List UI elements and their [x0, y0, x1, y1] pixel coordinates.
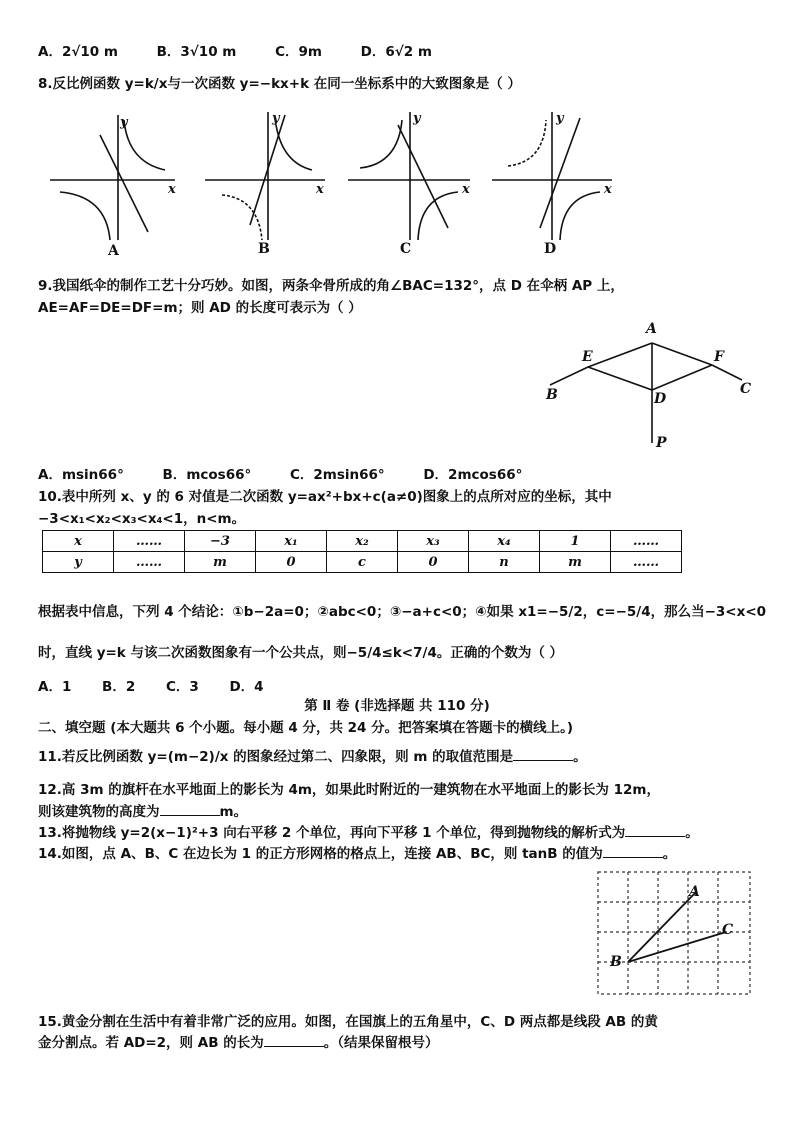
- q15-text: 金分割点。若 AD=2，则 AB 的长为: [38, 1035, 264, 1051]
- q14-point-c: C: [722, 922, 734, 938]
- q13-line: [38, 821, 699, 841]
- q8-graph-a: [50, 115, 175, 240]
- q12-end: m。: [219, 804, 248, 820]
- table-cell: ……: [611, 531, 682, 552]
- q9-point-d: D: [654, 391, 667, 407]
- q12-line2: [38, 800, 247, 820]
- q14-grid-figure: [596, 870, 754, 998]
- table-cell: m: [540, 552, 611, 573]
- table-cell: ……: [114, 531, 185, 552]
- table-cell: −3: [185, 531, 256, 552]
- q12-text: 则该建筑物的高度为: [38, 804, 160, 820]
- q8-graphs: [0, 100, 794, 260]
- q9-point-a: A: [646, 321, 657, 337]
- q9-option-d[interactable]: D．2mcos66°: [423, 467, 523, 483]
- q7-option-c[interactable]: C．9m: [275, 44, 322, 60]
- q8-graph-c: [348, 112, 470, 240]
- q7-option-d[interactable]: D．6√2 m: [360, 44, 432, 60]
- q8-d-x-label: x: [604, 182, 612, 197]
- q14-end: 。: [662, 846, 677, 862]
- q14-point-a: A: [689, 884, 700, 900]
- q8-d-y-label: y: [556, 111, 564, 126]
- q11-end: 。: [573, 749, 587, 765]
- q14-text: 14.如图，点 A、B、C 在边长为 1 的正方形网格的格点上，连接 AB、BC，则 tanB 的值为: [38, 846, 603, 862]
- table-cell: c: [327, 552, 398, 573]
- part2-section: 二、填空题 (本大题共 6 个小题。每小题 4 分，共 24 分。把答案填在答题卡的横线上。): [38, 720, 574, 736]
- q9-stem-line2: AE=AF=DE=DF=m；则 AD 的长度可表示为（ ）: [38, 300, 362, 316]
- q8-graph-d: [492, 112, 612, 240]
- table-cell: x₂: [327, 531, 398, 552]
- q10-option-d[interactable]: D．4: [229, 679, 264, 695]
- q15-line1: 15.黄金分割在生活中有着非常广泛的应用。如图，在国旗上的五角星中，C、D 两点都是线段 AB 的黄: [38, 1014, 658, 1030]
- q10-stem-line2: −3<x₁<x₂<x₃<x₄<1，n<m。: [38, 511, 246, 527]
- q8-c-x-label: x: [462, 182, 470, 197]
- q12-answer-blank[interactable]: [160, 803, 220, 816]
- q8-a-y-label: y: [120, 115, 128, 130]
- q10-option-c[interactable]: C．3: [165, 679, 199, 695]
- table-cell: y: [43, 552, 114, 573]
- q10-option-a[interactable]: A．1: [38, 679, 72, 695]
- table-row-y: [43, 552, 682, 573]
- q8-label-b[interactable]: B: [258, 241, 270, 257]
- q9-point-f: F: [714, 349, 724, 365]
- q15-line2: [38, 1031, 438, 1051]
- q8-c-y-label: y: [413, 111, 421, 126]
- q9-point-c: C: [740, 381, 752, 397]
- q10-option-b[interactable]: B．2: [102, 679, 136, 695]
- q9-point-p: P: [656, 435, 667, 451]
- q9-point-b: B: [546, 387, 558, 403]
- q9-point-e: E: [582, 349, 593, 365]
- table-cell: x₁: [256, 531, 327, 552]
- q15-answer-blank[interactable]: [264, 1034, 324, 1047]
- table-cell: 0: [398, 552, 469, 573]
- table-cell: 0: [256, 552, 327, 573]
- table-row-x: [43, 531, 682, 552]
- q9-option-a[interactable]: A．msin66°: [38, 467, 124, 483]
- q14-point-b: B: [610, 954, 622, 970]
- table-cell: ……: [114, 552, 185, 573]
- q14-line: [38, 842, 676, 862]
- part2-heading: 第 Ⅱ 卷 (非选择题 共 110 分): [304, 698, 490, 714]
- q8-label-a[interactable]: A: [108, 243, 119, 259]
- q11-line: [38, 745, 587, 765]
- q10-info-line1: 根据表中信息，下列 4 个结论：①b−2a=0；②abc<0；③−a+c<0；④如果 x1=−5/2，c=−5/4，那么当−3<x<0: [38, 604, 767, 620]
- table-cell: ……: [611, 552, 682, 573]
- q10-stem-line1: 10.表中所列 x、y 的 6 对值是二次函数 y=ax²+bx+c(a≠0)图象上的点所对应的坐标，其中: [38, 489, 612, 505]
- q10-table: [42, 530, 682, 573]
- table-cell: x: [43, 531, 114, 552]
- table-cell: 1: [540, 531, 611, 552]
- q8-graph-b: [205, 112, 325, 240]
- q13-end: 。: [685, 825, 699, 841]
- q8-b-y-label: y: [272, 111, 280, 126]
- q10-info-line2: 时，直线 y=k 与该二次函数图象有一个公共点，则−5/4≤k<7/4。正确的个数为（ ）: [38, 645, 564, 661]
- q8-stem: 8.反比例函数 y=k/x与一次函数 y=−kx+k 在同一坐标系中的大致图象是（ ）: [38, 76, 521, 92]
- q9-options: [38, 463, 556, 483]
- table-cell: m: [185, 552, 256, 573]
- q13-answer-blank[interactable]: [625, 824, 685, 837]
- q7-option-a[interactable]: A．2√10 m: [38, 44, 118, 60]
- q10-options: [38, 675, 298, 695]
- q13-text: 13.将抛物线 y=2(x−1)²+3 向右平移 2 个单位，再向下平移 1 个单位，得到抛物线的解析式为: [38, 825, 626, 841]
- q11-text: 11.若反比例函数 y=(m−2)/x 的图象经过第二、四象限，则 m 的取值范围是: [38, 749, 514, 765]
- q9-option-b[interactable]: B．mcos66°: [162, 467, 252, 483]
- q8-a-x-label: x: [168, 182, 176, 197]
- q11-answer-blank[interactable]: [513, 748, 573, 761]
- q9-stem-line1: 9.我国纸伞的制作工艺十分巧妙。如图，两条伞骨所成的角∠BAC=132°，点 D 在伞柄 AP 上，: [38, 278, 624, 294]
- q8-b-x-label: x: [316, 182, 324, 197]
- q9-option-c[interactable]: C．2msin66°: [289, 467, 385, 483]
- q9-umbrella-figure: [530, 315, 770, 455]
- q7-option-b[interactable]: B．3√10 m: [156, 44, 237, 60]
- q14-answer-blank[interactable]: [603, 845, 663, 858]
- q8-label-c[interactable]: C: [400, 241, 412, 257]
- q8-label-d[interactable]: D: [544, 241, 557, 257]
- q12-line1: 12.高 3m 的旗杆在水平地面上的影长为 4m，如果此时附近的一建筑物在水平地面上的影长为 12m，: [38, 782, 660, 798]
- q15-end: 。（结果保留根号）: [323, 1035, 439, 1051]
- table-cell: x₄: [469, 531, 540, 552]
- table-cell: x₃: [398, 531, 469, 552]
- table-cell: n: [469, 552, 540, 573]
- q7-options: [38, 40, 466, 60]
